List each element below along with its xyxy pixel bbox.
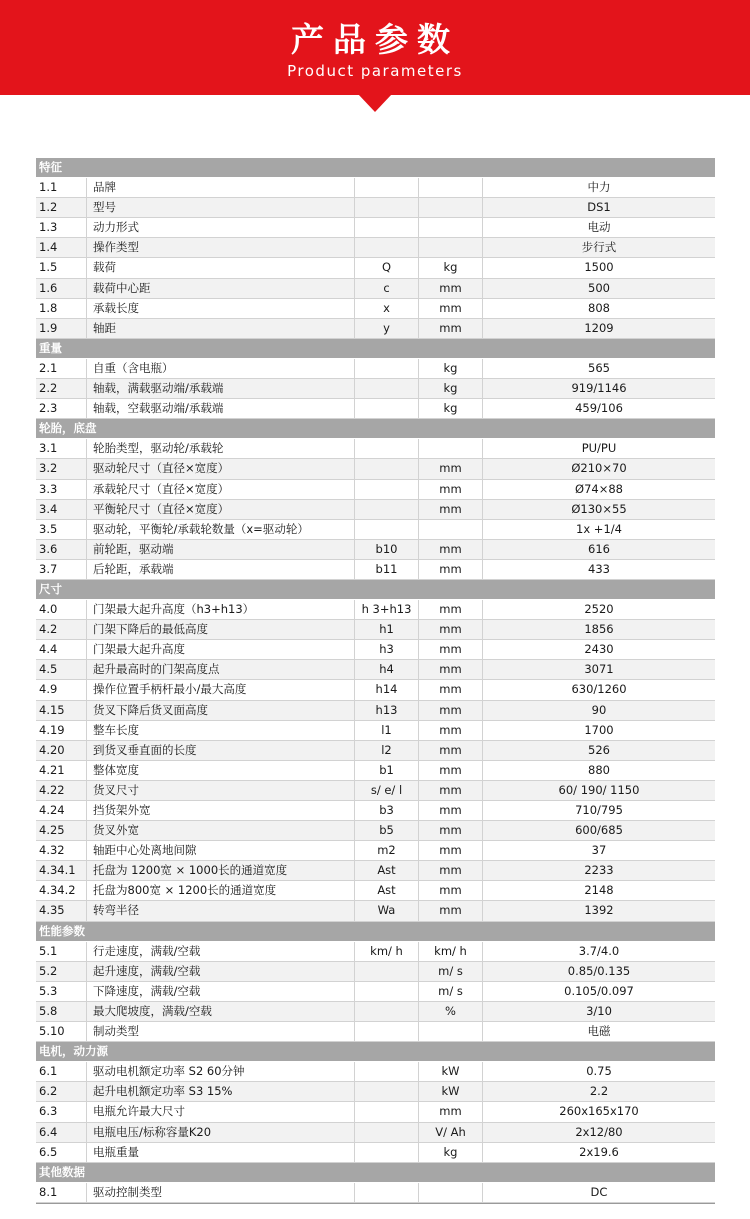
param-symbol [355, 379, 419, 398]
table-row [36, 741, 715, 761]
param-unit: kW [419, 1082, 483, 1101]
page-subtitle: Product parameters [287, 62, 463, 80]
banner-notch [358, 94, 392, 112]
param-unit [419, 198, 483, 217]
param-name: 驱动轮尺寸（直径×宽度） [87, 459, 355, 478]
param-name: 动力形式 [87, 218, 355, 237]
param-number: 6.3 [36, 1102, 87, 1121]
table-row [36, 600, 715, 620]
param-value: 电磁 [587, 1024, 611, 1039]
table-row [36, 962, 715, 982]
param-symbol [355, 1022, 419, 1041]
table-row [36, 560, 715, 580]
param-symbol [355, 1102, 419, 1121]
param-number: 1.9 [36, 319, 87, 338]
param-value: 710/795 [575, 803, 623, 817]
param-number: 5.3 [36, 982, 87, 1001]
param-symbol [355, 1002, 419, 1021]
table-row [36, 901, 715, 921]
table-row [36, 761, 715, 781]
param-unit: kg [419, 1143, 483, 1162]
param-value: DC [590, 1184, 608, 1199]
param-unit: mm [419, 279, 483, 298]
param-number: 3.6 [36, 540, 87, 559]
section-title: 其他数据 [39, 1164, 85, 1179]
param-number: 6.2 [36, 1082, 87, 1101]
section-title: 特征 [39, 160, 62, 174]
table-row [36, 359, 715, 379]
param-name: 承载轮尺寸（直径×宽度） [87, 480, 355, 499]
param-symbol [355, 1082, 419, 1101]
param-name: 轴距 [87, 319, 355, 338]
param-unit: mm [419, 901, 483, 920]
param-value: 2233 [584, 863, 614, 878]
section-title: 尺寸 [39, 581, 62, 596]
param-name: 起升最高时的门架高度点 [87, 660, 355, 679]
param-value: Ø74×88 [575, 481, 623, 496]
param-value: DS1 [587, 200, 611, 215]
param-number: 4.34.1 [36, 861, 87, 880]
param-name: 驱动轮，平衡轮/承载轮数量（x=驱动轮） [87, 520, 355, 539]
param-name: 前轮距，驱动端 [87, 540, 355, 559]
param-value: 2x19.6 [579, 1144, 619, 1159]
table-row [36, 540, 715, 560]
param-number: 6.5 [36, 1143, 87, 1162]
param-unit: mm [419, 459, 483, 478]
param-name: 轴载，满载驱动端/承载端 [87, 379, 355, 398]
table-row [36, 258, 715, 278]
table-row [36, 1183, 715, 1203]
param-number: 4.2 [36, 620, 87, 639]
param-unit: mm [419, 319, 483, 338]
param-value: 808 [588, 300, 610, 315]
param-symbol [355, 500, 419, 519]
table-row [36, 1002, 715, 1022]
section-title: 电机，动力源 [39, 1044, 108, 1059]
param-symbol [355, 399, 419, 418]
param-name: 门架下降后的最低高度 [87, 620, 355, 639]
param-value: Ø210×70 [571, 461, 627, 476]
section-header [36, 922, 715, 942]
param-number: 4.21 [36, 761, 87, 780]
param-name: 操作类型 [87, 238, 355, 257]
param-name: 后轮距，承载端 [87, 560, 355, 579]
param-value: 526 [588, 742, 610, 757]
param-number: 4.25 [36, 821, 87, 840]
param-name: 电瓶电压/标称容量K20 [87, 1123, 355, 1142]
param-unit: mm [419, 560, 483, 579]
param-value: 433 [588, 561, 610, 576]
table-row [36, 620, 715, 640]
param-name: 轴距中心处离地间隙 [87, 841, 355, 860]
param-symbol [355, 1062, 419, 1081]
param-unit: mm [419, 540, 483, 559]
param-name: 起升速度，满载/空载 [87, 962, 355, 981]
table-bottom-border [36, 1203, 715, 1204]
section-header [36, 419, 715, 439]
param-number: 3.3 [36, 480, 87, 499]
param-unit [419, 238, 483, 257]
param-number: 1.4 [36, 238, 87, 257]
param-name: 制动类型 [87, 1022, 355, 1041]
param-unit: mm [419, 680, 483, 699]
table-row [36, 238, 715, 258]
param-value: 600/685 [575, 823, 623, 838]
param-value: 中力 [587, 180, 611, 195]
param-value: 电动 [587, 220, 611, 235]
param-unit: mm [419, 640, 483, 659]
table-row [36, 459, 715, 479]
param-number: 1.1 [36, 178, 87, 197]
param-name: 驱动电机额定功率 S2 60分钟 [87, 1062, 355, 1081]
param-unit: kg [419, 379, 483, 398]
param-unit: kg [419, 258, 483, 277]
param-number: 2.2 [36, 379, 87, 398]
param-unit: mm [419, 741, 483, 760]
param-unit: kg [419, 399, 483, 418]
param-name: 行走速度，满载/空载 [87, 942, 355, 961]
section-title: 轮胎，底盘 [39, 421, 97, 436]
section-header [36, 580, 715, 600]
param-value: 3/10 [586, 1003, 612, 1018]
param-value: 2.2 [589, 1084, 609, 1099]
param-symbol [355, 480, 419, 499]
param-value: 459/106 [575, 401, 623, 416]
param-unit: mm [419, 480, 483, 499]
section-header [36, 1163, 715, 1183]
table-row [36, 942, 715, 962]
table-row [36, 701, 715, 721]
param-number: 3.5 [36, 520, 87, 539]
param-number: 1.6 [36, 279, 87, 298]
param-unit: mm [419, 781, 483, 800]
param-symbol [355, 439, 419, 458]
param-value: 90 [591, 702, 607, 717]
table-row [36, 660, 715, 680]
table-row [36, 178, 715, 198]
param-name: 平衡轮尺寸（直径×宽度） [87, 500, 355, 519]
param-name: 货叉下降后货叉面高度 [87, 701, 355, 720]
param-value: 37 [591, 843, 607, 858]
param-value: 1392 [584, 903, 614, 918]
param-number: 5.2 [36, 962, 87, 981]
param-name: 挡货架外宽 [87, 801, 355, 820]
param-number: 6.4 [36, 1123, 87, 1142]
param-unit: mm [419, 600, 483, 619]
table-row [36, 721, 715, 741]
param-symbol: s/ e/ l [355, 781, 419, 800]
param-number: 2.1 [36, 359, 87, 378]
param-unit: mm [419, 721, 483, 740]
param-number: 1.8 [36, 299, 87, 318]
param-value: 0.85/0.135 [567, 963, 631, 978]
param-symbol: b3 [355, 801, 419, 820]
param-unit: mm [419, 841, 483, 860]
param-name: 到货叉垂直面的长度 [87, 741, 355, 760]
param-value: 2148 [584, 883, 614, 898]
param-name: 下降速度，满载/空载 [87, 982, 355, 1001]
spec-table [36, 158, 715, 1204]
param-symbol: h3 [355, 640, 419, 659]
param-name: 自重（含电瓶） [87, 359, 355, 378]
param-symbol: Ast [355, 861, 419, 880]
param-name: 整体宽度 [87, 761, 355, 780]
param-unit: kg [419, 359, 483, 378]
param-number: 5.1 [36, 942, 87, 961]
table-row [36, 680, 715, 700]
table-row [36, 399, 715, 419]
table-row [36, 841, 715, 861]
section-title: 重量 [39, 340, 62, 355]
param-unit: mm [419, 299, 483, 318]
table-row [36, 1082, 715, 1102]
param-name: 轮胎类型，驱动轮/承载轮 [87, 439, 355, 458]
table-row [36, 1143, 715, 1163]
param-value: 880 [588, 762, 610, 777]
table-row [36, 480, 715, 500]
param-name: 载荷 [87, 258, 355, 277]
table-row [36, 1123, 715, 1143]
param-number: 1.2 [36, 198, 87, 217]
param-symbol: Ast [355, 881, 419, 900]
table-row [36, 1062, 715, 1082]
param-value: PU/PU [581, 441, 617, 456]
param-value: 1856 [584, 622, 614, 637]
table-row [36, 801, 715, 821]
param-unit [419, 1183, 483, 1202]
param-value: 3071 [584, 662, 614, 677]
table-row [36, 881, 715, 901]
table-row [36, 821, 715, 841]
table-row [36, 218, 715, 238]
section-header [36, 158, 715, 178]
param-number: 3.1 [36, 439, 87, 458]
param-name: 整车长度 [87, 721, 355, 740]
param-name: 型号 [87, 198, 355, 217]
param-symbol [355, 218, 419, 237]
param-symbol: Q [355, 258, 419, 277]
param-symbol [355, 982, 419, 1001]
param-symbol [355, 1183, 419, 1202]
param-value: 1x +1/4 [576, 521, 622, 536]
param-name: 电瓶允许最大尺寸 [87, 1102, 355, 1121]
param-number: 4.20 [36, 741, 87, 760]
param-symbol [355, 198, 419, 217]
param-symbol [355, 178, 419, 197]
param-symbol [355, 1143, 419, 1162]
param-number: 4.32 [36, 841, 87, 860]
param-number: 4.24 [36, 801, 87, 820]
param-name: 托盘为 1200宽 × 1000长的通道宽度 [87, 861, 355, 880]
param-unit [419, 1022, 483, 1041]
param-unit: km/ h [419, 942, 483, 961]
param-symbol: h13 [355, 701, 419, 720]
param-unit: mm [419, 660, 483, 679]
param-symbol: b10 [355, 540, 419, 559]
table-row [36, 1102, 715, 1122]
param-name: 起升电机额定功率 S3 15% [87, 1082, 355, 1101]
param-symbol: h4 [355, 660, 419, 679]
param-symbol: b5 [355, 821, 419, 840]
param-unit: mm [419, 821, 483, 840]
param-symbol: y [355, 319, 419, 338]
table-row [36, 439, 715, 459]
param-name: 承载长度 [87, 299, 355, 318]
param-symbol [355, 238, 419, 257]
param-name: 托盘为800宽 × 1200长的通道宽度 [87, 881, 355, 900]
param-number: 1.3 [36, 218, 87, 237]
table-row [36, 299, 715, 319]
param-value: 1700 [584, 722, 614, 737]
param-number: 8.1 [36, 1183, 87, 1202]
param-number: 3.2 [36, 459, 87, 478]
param-value: 616 [588, 541, 610, 556]
param-unit [419, 520, 483, 539]
param-unit [419, 439, 483, 458]
param-value: 565 [588, 360, 610, 375]
param-value: 2x12/80 [575, 1124, 623, 1139]
param-name: 货叉外宽 [87, 821, 355, 840]
param-number: 3.7 [36, 560, 87, 579]
param-unit: m/ s [419, 962, 483, 981]
table-row [36, 520, 715, 540]
param-number: 4.5 [36, 660, 87, 679]
table-row [36, 198, 715, 218]
param-symbol: h14 [355, 680, 419, 699]
param-value: 0.75 [586, 1064, 612, 1079]
param-name: 轴载，空载驱动端/承载端 [87, 399, 355, 418]
table-row [36, 640, 715, 660]
table-row [36, 1022, 715, 1042]
param-symbol: l2 [355, 741, 419, 760]
param-number: 4.35 [36, 901, 87, 920]
param-unit: mm [419, 1102, 483, 1121]
param-unit: mm [419, 881, 483, 900]
param-symbol: b11 [355, 560, 419, 579]
param-number: 1.5 [36, 258, 87, 277]
table-row [36, 279, 715, 299]
param-symbol: h1 [355, 620, 419, 639]
param-name: 电瓶重量 [87, 1143, 355, 1162]
param-name: 品牌 [87, 178, 355, 197]
param-unit: kW [419, 1062, 483, 1081]
section-header [36, 1042, 715, 1062]
header-banner [0, 0, 750, 95]
param-value: Ø130×55 [571, 501, 627, 516]
table-row [36, 781, 715, 801]
param-symbol [355, 359, 419, 378]
param-number: 3.4 [36, 500, 87, 519]
param-unit: mm [419, 761, 483, 780]
param-value: 630/1260 [571, 682, 627, 697]
param-symbol: h 3+h13 [355, 600, 419, 619]
table-row [36, 319, 715, 339]
param-symbol: Wa [355, 901, 419, 920]
param-unit [419, 218, 483, 237]
param-number: 4.34.2 [36, 881, 87, 900]
param-number: 4.22 [36, 781, 87, 800]
param-value: 步行式 [581, 240, 617, 255]
param-number: 4.4 [36, 640, 87, 659]
section-header [36, 339, 715, 359]
param-unit: mm [419, 861, 483, 880]
section-title: 性能参数 [39, 923, 85, 938]
param-number: 4.15 [36, 701, 87, 720]
param-name: 货叉尺寸 [87, 781, 355, 800]
param-value: 1209 [584, 320, 614, 335]
table-row [36, 500, 715, 520]
param-number: 4.9 [36, 680, 87, 699]
param-value: 2430 [584, 642, 614, 657]
page-title: 产品参数 [291, 20, 459, 59]
param-symbol: m2 [355, 841, 419, 860]
param-symbol: c [355, 279, 419, 298]
param-number: 6.1 [36, 1062, 87, 1081]
param-unit: mm [419, 701, 483, 720]
param-value: 919/1146 [571, 381, 627, 396]
param-unit: m/ s [419, 982, 483, 1001]
param-value: 60/ 190/ 1150 [558, 782, 640, 797]
param-value: 1500 [584, 260, 614, 275]
param-name: 最大爬坡度，满载/空载 [87, 1002, 355, 1021]
param-unit: mm [419, 620, 483, 639]
param-symbol: l1 [355, 721, 419, 740]
param-symbol: b1 [355, 761, 419, 780]
param-name: 驱动控制类型 [87, 1183, 355, 1202]
param-value: 0.105/0.097 [564, 983, 634, 998]
table-row [36, 861, 715, 881]
param-number: 5.8 [36, 1002, 87, 1021]
param-value: 260x165x170 [559, 1104, 639, 1119]
param-name: 载荷中心距 [87, 279, 355, 298]
param-unit: mm [419, 500, 483, 519]
param-symbol [355, 520, 419, 539]
param-symbol [355, 962, 419, 981]
param-name: 转弯半径 [87, 901, 355, 920]
param-number: 2.3 [36, 399, 87, 418]
param-name: 门架最大起升高度（h3+h13） [87, 600, 355, 619]
param-symbol: x [355, 299, 419, 318]
param-name: 门架最大起升高度 [87, 640, 355, 659]
param-value: 2520 [584, 602, 614, 617]
param-number: 5.10 [36, 1022, 87, 1041]
param-unit: mm [419, 801, 483, 820]
param-value: 3.7/4.0 [578, 943, 620, 958]
param-unit: % [419, 1002, 483, 1021]
param-value: 500 [588, 280, 610, 295]
table-row [36, 982, 715, 1002]
param-symbol [355, 459, 419, 478]
param-symbol [355, 1123, 419, 1142]
table-row [36, 379, 715, 399]
param-symbol: km/ h [355, 942, 419, 961]
param-number: 4.0 [36, 600, 87, 619]
param-unit: V/ Ah [419, 1123, 483, 1142]
param-name: 操作位置手柄杆最小/最大高度 [87, 680, 355, 699]
param-number: 4.19 [36, 721, 87, 740]
param-unit [419, 178, 483, 197]
